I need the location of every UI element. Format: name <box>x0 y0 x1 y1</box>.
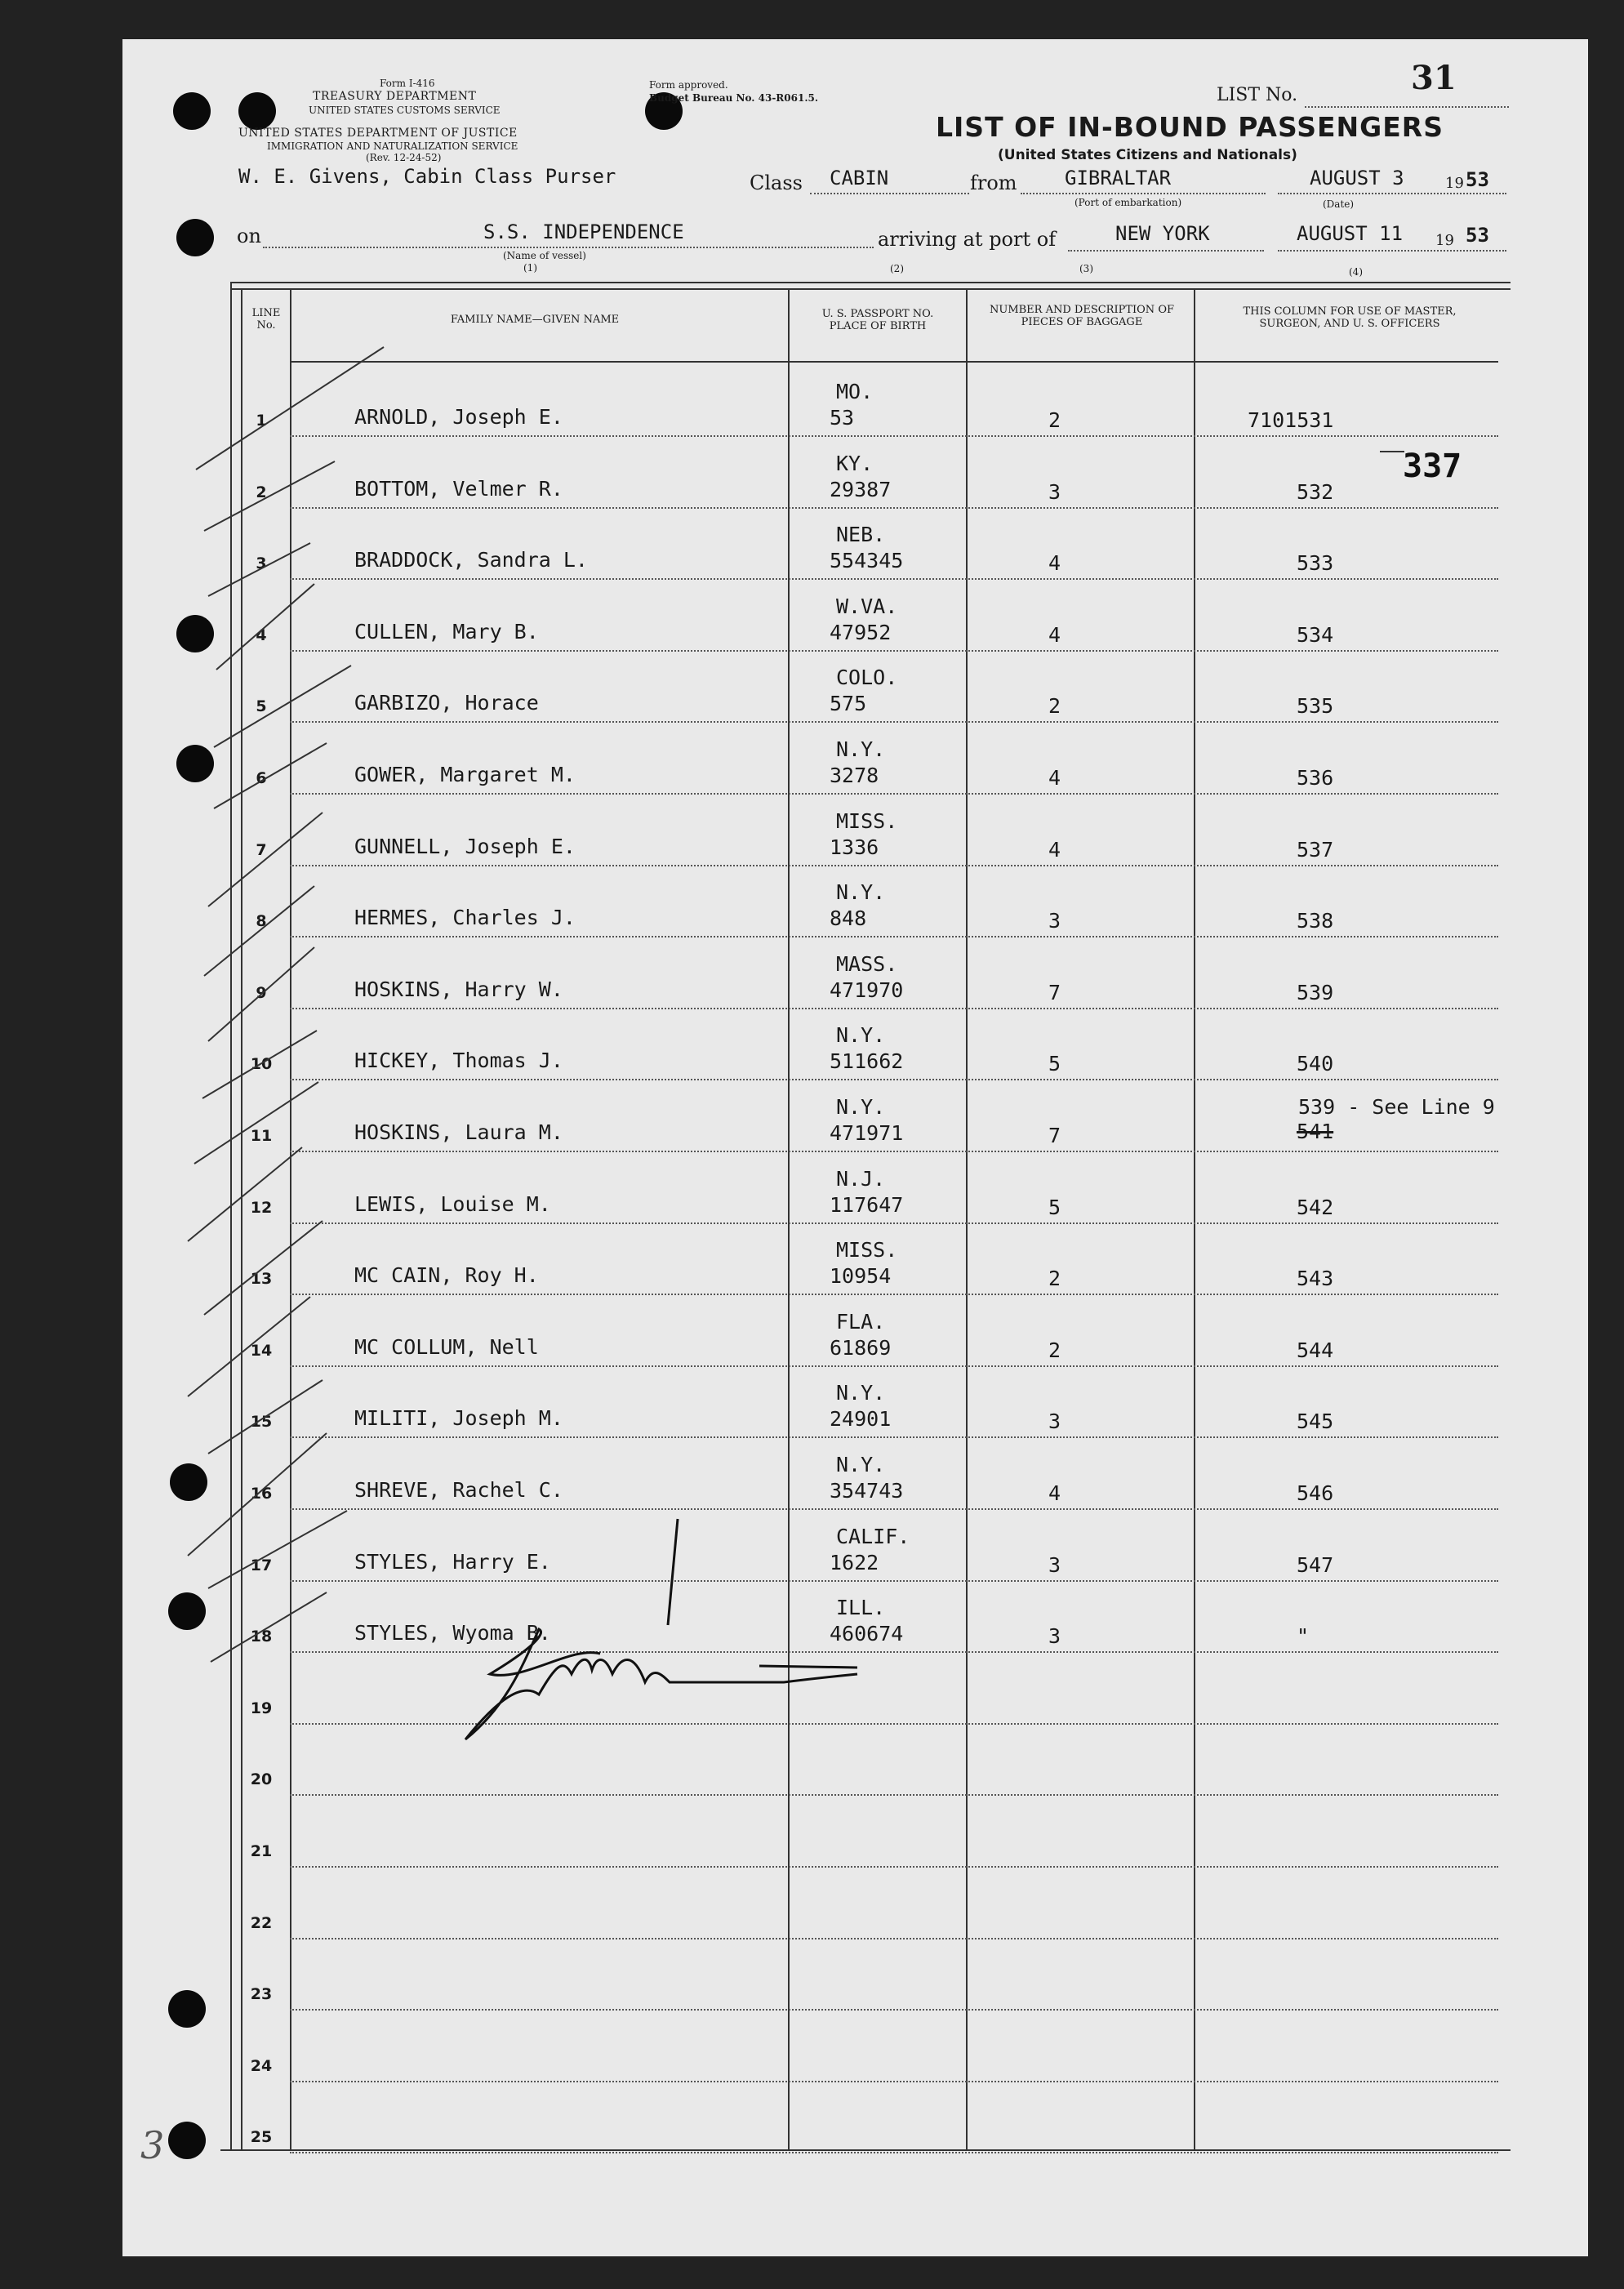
place-of-birth: N.Y. <box>836 1453 886 1476</box>
passport-number: 554345 <box>830 549 904 573</box>
passenger-name: CULLEN, Mary B. <box>354 619 539 644</box>
passport-number: 1336 <box>830 835 879 859</box>
baggage-count: 2 <box>1048 408 1061 432</box>
table-left-border <box>230 282 232 2149</box>
row-divider <box>290 936 1498 937</box>
punch-hole <box>176 745 214 782</box>
row-divider <box>290 2081 1498 2082</box>
caption-3: (3) <box>1079 263 1093 274</box>
baggage-count: 3 <box>1048 479 1061 504</box>
punch-hole <box>176 615 214 652</box>
baggage-count: 3 <box>1048 909 1061 933</box>
passenger-name: HOSKINS, Harry W. <box>354 977 563 1001</box>
officer-entry: 533 <box>1297 551 1334 576</box>
line-number: 4 <box>256 626 267 644</box>
passenger-name: LEWIS, Louise M. <box>354 1191 551 1216</box>
margin-pencil-note: 3 <box>140 2123 165 2167</box>
officer-entry: 544 <box>1297 1338 1334 1362</box>
officer-entry: " <box>1297 1624 1310 1649</box>
passenger-name: MILITI, Joseph M. <box>354 1406 563 1431</box>
officer-entry: 7101531 <box>1248 408 1334 432</box>
row-divider <box>290 1866 1498 1868</box>
baggage-count: 4 <box>1048 766 1061 790</box>
officer-entry: 536 <box>1297 766 1334 790</box>
row-divider <box>290 1938 1498 1939</box>
line-number: 7 <box>256 840 267 859</box>
passport-number: 53 <box>830 406 855 430</box>
row-divider <box>290 1651 1498 1653</box>
departure-date: AUGUST 3 <box>1310 167 1404 189</box>
table-top-border <box>230 282 1511 283</box>
place-of-birth: MASS. <box>836 951 898 976</box>
punch-hole <box>173 92 211 130</box>
baggage-count: 4 <box>1048 837 1061 862</box>
caption-4: (4) <box>1349 266 1363 278</box>
arrival-year: 53 <box>1466 224 1489 247</box>
line-number: 15 <box>250 1413 273 1432</box>
row-divider <box>290 1008 1498 1009</box>
baggage-count: 3 <box>1048 1624 1061 1649</box>
line-number: 11 <box>250 1127 273 1145</box>
punch-hole <box>238 92 276 130</box>
form-subtitle: (United States Citizens and Nationals) <box>998 147 1297 163</box>
line-number: 10 <box>250 1055 273 1074</box>
form-number: Form I-416 <box>380 78 435 89</box>
line-number: 8 <box>256 912 267 931</box>
place-of-birth: N.Y. <box>836 1381 886 1405</box>
line-number: 13 <box>250 1270 273 1289</box>
place-of-birth: COLO. <box>836 666 898 690</box>
caption-2: (2) <box>890 263 904 274</box>
line-number: 21 <box>250 1842 273 1860</box>
line-number: 18 <box>250 1628 273 1646</box>
officer-entry: 532 <box>1297 479 1334 504</box>
baggage-count: 4 <box>1048 551 1061 576</box>
column-header-baggage: NUMBER AND DESCRIPTION OF PIECES OF BAGGAGE <box>989 304 1174 328</box>
baggage-count: 7 <box>1048 1124 1061 1147</box>
list-number-line <box>1305 106 1509 108</box>
purser-name: W. E. Givens, Cabin Class Purser <box>238 165 616 188</box>
passport-number: 471971 <box>830 1121 904 1145</box>
line-number: 25 <box>250 2128 273 2147</box>
table-left-border-inner <box>241 288 242 2149</box>
row-divider <box>290 1222 1498 1224</box>
baggage-count: 4 <box>1048 622 1061 647</box>
list-number: 31 <box>1411 59 1457 97</box>
line-number: 22 <box>250 1913 273 1932</box>
passport-number: 24901 <box>830 1407 892 1432</box>
row-divider <box>290 1151 1498 1152</box>
class-value: CABIN <box>830 167 889 189</box>
justice-department: UNITED STATES DEPARTMENT OF JUSTICE <box>238 127 518 140</box>
place-of-birth: N.Y. <box>836 1023 886 1048</box>
punch-hole <box>168 2122 206 2159</box>
place-of-birth: MO. <box>836 380 874 403</box>
column-header-name: FAMILY NAME—GIVEN NAME <box>450 314 620 326</box>
place-of-birth: NEB. <box>836 523 886 547</box>
place-of-birth: N.Y. <box>836 880 886 905</box>
passport-number: 1622 <box>830 1550 879 1574</box>
table-bottom-border <box>220 2149 1511 2151</box>
date-caption: (Date) <box>1323 198 1355 210</box>
arrival-date: AUGUST 11 <box>1297 222 1404 245</box>
passport-number: 47952 <box>830 620 892 644</box>
vessel-name: S.S. INDEPENDENCE <box>483 220 684 243</box>
column-header-officers: THIS COLUMN FOR USE OF MASTER, SURGEON, AND U. S. OFFICERS <box>1243 305 1457 330</box>
row-divider <box>290 507 1498 509</box>
column-header-passport: U. S. PASSPORT NO. PLACE OF BIRTH <box>821 308 934 332</box>
passenger-name: HICKEY, Thomas J. <box>354 1049 563 1073</box>
list-number-label: LIST No. <box>1217 85 1298 105</box>
arrival-date-line <box>1278 250 1506 252</box>
passenger-name: BOTTOM, Velmer R. <box>354 476 563 501</box>
line-number: 17 <box>250 1556 273 1574</box>
punch-hole <box>176 219 214 256</box>
line-number: 6 <box>256 769 267 787</box>
baggage-count: 2 <box>1048 694 1061 719</box>
customs-service: UNITED STATES CUSTOMS SERVICE <box>309 105 501 116</box>
passenger-name: MC COLLUM, Nell <box>354 1334 539 1359</box>
row-divider <box>290 2152 1498 2153</box>
passport-number: 61869 <box>830 1335 892 1360</box>
punch-hole <box>168 1592 206 1630</box>
baggage-count: 3 <box>1048 1409 1061 1434</box>
arrival-year-prefix: 19 <box>1435 232 1454 249</box>
arrival-port-line <box>1068 250 1264 252</box>
line-number: 24 <box>250 2056 273 2075</box>
passenger-name: HOSKINS, Laura M. <box>354 1120 563 1144</box>
officer-entry: 537 <box>1297 837 1334 862</box>
passport-number: 3278 <box>830 764 879 787</box>
passport-number: 117647 <box>830 1192 904 1217</box>
budget-bureau-number: Budget Bureau No. 43-R061.5. <box>649 92 819 104</box>
from-line <box>1021 193 1266 194</box>
row-divider <box>290 1508 1498 1510</box>
column-divider-passport <box>966 288 968 2149</box>
form-title: LIST OF IN-BOUND PASSENGERS <box>936 111 1444 143</box>
place-of-birth: MISS. <box>836 1238 898 1263</box>
vessel-line <box>263 247 874 248</box>
baggage-count: 3 <box>1048 1552 1061 1577</box>
class-label: Class <box>750 171 803 194</box>
column-divider-line <box>290 288 291 2149</box>
passenger-name: SHREVE, Rachel C. <box>354 1478 563 1502</box>
place-of-birth: ILL. <box>836 1596 886 1620</box>
line-number: 3 <box>256 554 267 573</box>
line-number: 12 <box>250 1198 273 1217</box>
row-divider <box>290 793 1498 795</box>
row-divider <box>290 1580 1498 1582</box>
line-number: 9 <box>256 983 267 1002</box>
row-divider <box>290 1436 1498 1438</box>
column-header-line-no: LINE No. <box>251 307 281 332</box>
row-divider <box>290 1723 1498 1725</box>
officer-entry: 535 <box>1297 694 1334 719</box>
immigration-service: IMMIGRATION AND NATURALIZATION SERVICE <box>267 140 518 152</box>
vessel-caption: (Name of vessel) <box>503 250 586 261</box>
place-of-birth: N.Y. <box>836 737 886 761</box>
passenger-name: ARNOLD, Joseph E. <box>354 405 563 429</box>
class-line <box>810 193 969 194</box>
row-divider <box>290 435 1498 437</box>
line-number: 1 <box>256 412 267 430</box>
port-of-embarkation-caption: (Port of embarkation) <box>1075 197 1182 208</box>
place-of-birth: MISS. <box>836 808 898 833</box>
passenger-name: STYLES, Wyoma B. <box>354 1621 551 1645</box>
place-of-birth: FLA. <box>836 1309 886 1334</box>
departure-year: 53 <box>1466 168 1489 191</box>
row-divider <box>290 865 1498 866</box>
passport-number: 471970 <box>830 978 904 1002</box>
treasury-department: TREASURY DEPARTMENT <box>313 90 477 103</box>
place-of-birth: N.Y. <box>836 1095 886 1119</box>
punch-hole <box>170 1463 207 1501</box>
row-divider <box>290 1294 1498 1295</box>
baggage-count: 5 <box>1048 1195 1061 1219</box>
officer-entry: 539 - See Line 9 <box>1298 1095 1495 1119</box>
row-divider <box>290 650 1498 652</box>
year-prefix: 19 <box>1445 175 1464 192</box>
officer-entry: 540 <box>1297 1052 1334 1076</box>
row-divider <box>290 578 1498 580</box>
struck-officer-entry: 541 <box>1297 1120 1334 1143</box>
passenger-name: GOWER, Margaret M. <box>354 763 576 786</box>
officer-entry: 545 <box>1297 1409 1334 1434</box>
row-divider <box>290 1079 1498 1080</box>
line-number: 16 <box>250 1485 273 1503</box>
table-top-border-inner <box>230 288 1511 290</box>
baggage-count: 5 <box>1048 1052 1061 1076</box>
line-number: 20 <box>250 1770 273 1789</box>
line-number: 14 <box>250 1341 273 1360</box>
row-divider <box>290 1365 1498 1367</box>
line-number: 19 <box>250 1699 273 1717</box>
form-approved: Form approved. <box>649 79 728 91</box>
caption-1: (1) <box>523 262 537 274</box>
place-of-birth: KY. <box>836 451 874 475</box>
officer-entry: 534 <box>1297 622 1334 647</box>
date-line <box>1278 193 1506 194</box>
passenger-manifest-page <box>122 39 1588 2256</box>
row-divider <box>290 1794 1498 1796</box>
line-number: 23 <box>250 1985 273 2004</box>
passenger-name: GUNNELL, Joseph E. <box>354 834 576 858</box>
baggage-count: 4 <box>1048 1481 1061 1505</box>
stamp-dash <box>1380 451 1404 452</box>
port-of-embarkation: GIBRALTAR <box>1065 167 1172 189</box>
header-bottom-line <box>290 361 1498 363</box>
row-divider <box>290 2009 1498 2011</box>
passenger-name: HERMES, Charles J. <box>354 906 576 930</box>
passport-number: 848 <box>830 906 867 931</box>
officer-entry: 543 <box>1297 1267 1334 1291</box>
officer-entry: 539 <box>1297 980 1334 1004</box>
stamp-number: 337 <box>1403 448 1462 485</box>
officer-entry: 547 <box>1297 1552 1334 1577</box>
place-of-birth: W.VA. <box>836 594 898 618</box>
place-of-birth: CALIF. <box>836 1524 910 1548</box>
officer-entry: 542 <box>1297 1195 1334 1219</box>
passport-number: 29387 <box>830 477 892 501</box>
officer-entry: 546 <box>1297 1481 1334 1505</box>
baggage-count: 2 <box>1048 1338 1061 1362</box>
passport-number: 10954 <box>830 1264 892 1289</box>
column-divider-name <box>788 288 790 2149</box>
row-divider <box>290 721 1498 723</box>
passport-number: 460674 <box>830 1622 904 1646</box>
passenger-name: GARBIZO, Horace <box>354 691 539 715</box>
column-divider-baggage <box>1194 288 1195 2149</box>
from-label: from <box>970 171 1017 194</box>
on-label: on <box>237 225 261 247</box>
baggage-count: 7 <box>1048 980 1061 1004</box>
line-number: 2 <box>256 483 267 501</box>
passport-number: 354743 <box>830 1479 904 1503</box>
passport-number: 575 <box>830 692 867 716</box>
arriving-label: arriving at port of <box>878 228 1057 251</box>
passenger-name: MC CAIN, Roy H. <box>354 1263 539 1288</box>
passenger-name: BRADDOCK, Sandra L. <box>354 548 588 572</box>
punch-hole <box>168 1990 206 2028</box>
revision-date: (Rev. 12-24-52) <box>366 152 442 163</box>
passenger-name: STYLES, Harry E. <box>354 1549 551 1574</box>
line-number: 5 <box>256 697 267 716</box>
baggage-count: 2 <box>1048 1267 1061 1291</box>
passport-number: 511662 <box>830 1049 904 1074</box>
place-of-birth: N.J. <box>836 1166 886 1191</box>
officer-entry: 538 <box>1297 909 1334 933</box>
arrival-port: NEW YORK <box>1115 222 1210 245</box>
